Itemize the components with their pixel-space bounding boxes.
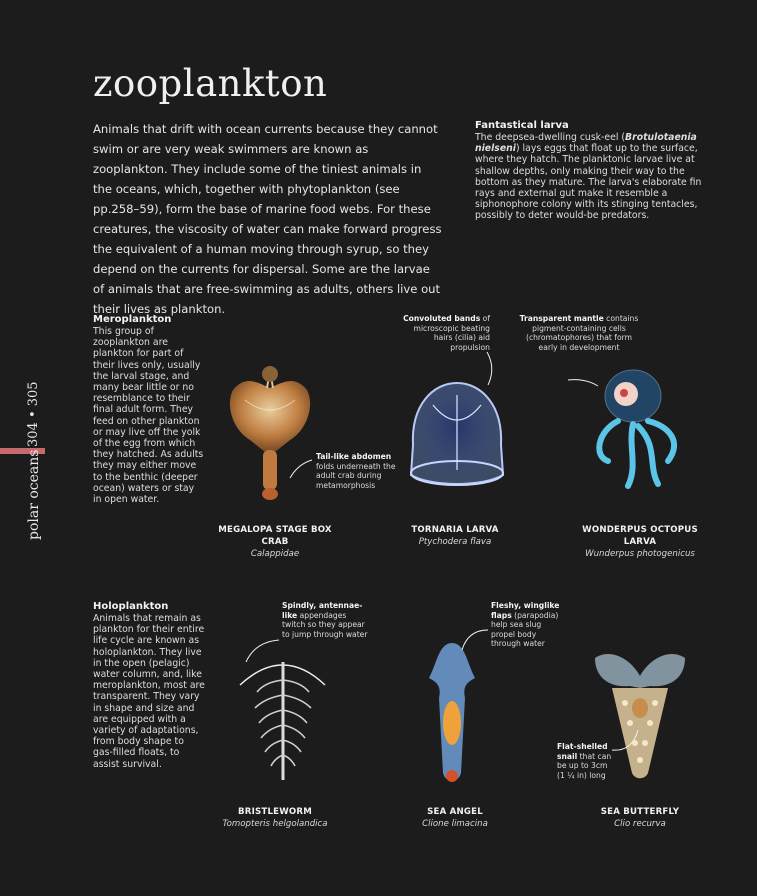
- specimen-species: Calappidae: [250, 549, 300, 559]
- tornaria-annotation-bold: Convoluted bands: [403, 314, 481, 323]
- wonderpus-callout-line: [568, 380, 598, 386]
- wonderpus-annotation-text: contains pigment-containing cells (chromatophores) that form early in development: [525, 314, 639, 352]
- tornaria-annotation: [398, 314, 490, 352]
- specimen-name: SEA ANGEL: [427, 807, 483, 817]
- tornaria-callout-line: [487, 352, 492, 385]
- crab-annotation: [316, 452, 401, 490]
- sea-angel-annotation: [491, 601, 567, 649]
- specimen-species: Tomopteris helgolandica: [222, 819, 328, 829]
- specimen-name: WONDERPUS OCTOPUS LARVA: [582, 525, 698, 547]
- page-title: zooplankton: [93, 62, 328, 105]
- sea-angel-annotation-text: (parapodia) help sea slug propel body through water: [491, 610, 559, 649]
- specimen-species: Clio recurva: [614, 819, 666, 829]
- bristleworm-callout-line: [246, 640, 279, 662]
- intro-paragraph: Animals that drift with ocean currents because they cannot swim or are very weak swimmers are known as zooplankton. They include some of the tiniest animals in the oceans, which, together with phytoplankton (see pp.258–59), form the base of marine food webs. For these creatures, the viscosity of water can make forward progress the equivalent of a human moving through syrup, so they depend on the currents for dispersal. Some are the larvae of animals that are free-swimming as adults, others live out their lives as plankton.: [93, 122, 442, 316]
- fantastical-text-part: ) lays eggs that float up to the surface, where they hatch. The planktonic larvae live at shallow depths, only making their way to the bottom as they mature. The larva's elaborate fin rays and external gut make it resemble a siphonophore colony with its stinging tentacles, possibly to deter would-be predators.: [475, 143, 702, 222]
- specimen-species: Ptychodera flava: [418, 537, 492, 547]
- specimen-name: TORNARIA LARVA: [411, 525, 499, 535]
- bristleworm-annotation-bold: Spindly, antennae-like: [282, 601, 363, 620]
- page-numbers: 304 • 305: [26, 381, 41, 447]
- specimen-name: MEGALOPA STAGE BOX CRAB: [218, 525, 332, 547]
- bristleworm-annotation-text: appendages twitch so they appear to jump through water: [282, 610, 368, 639]
- specimen-name: SEA BUTTERFLY: [600, 807, 680, 817]
- wonderpus-annotation-bold: Transparent mantle: [519, 314, 604, 323]
- crab-annotation-text: folds underneath the adult crab during metamorphosis: [316, 461, 396, 490]
- holoplankton-title: Holoplankton: [93, 601, 169, 612]
- tornaria-annotation-text: of microscopic beating hairs (cilia) aid propulsion: [413, 314, 490, 352]
- crab-label: [205, 524, 345, 560]
- meroplankton-text: This group of zooplankton are plankton for part of their lives only, usually the larval stage, and many bear little or no resemblance to their final adult form. They feed on other plankton or may live off the yolk of the egg from which they hatched. As adults they may either move to the benthic (deeper ocean) waters or stay in open water.: [93, 326, 204, 506]
- tornaria-label: [385, 524, 525, 548]
- sea-butterfly-label: [570, 806, 710, 830]
- fantastical-larva-title: Fantastical larva: [475, 120, 569, 131]
- specimen-species: Wunderpus photogenicus: [585, 549, 695, 559]
- wonderpus-annotation: [518, 314, 640, 352]
- sea-angel-callout-line: [462, 630, 488, 650]
- sea-butterfly-annotation: [557, 742, 615, 780]
- sea-butterfly-annotation-bold: Flat-shelled snail: [557, 742, 608, 761]
- fantastical-text-part: The deepsea-dwelling cusk-eel (: [475, 132, 626, 143]
- crab-callout-line: [290, 460, 312, 478]
- specimen-species: Clione limacina: [422, 819, 488, 829]
- sea-butterfly-callout-line: [612, 730, 638, 750]
- specimen-name: BRISTLEWORM: [238, 807, 312, 817]
- bristleworm-annotation: [282, 601, 368, 639]
- section-name: polar oceans: [26, 449, 42, 540]
- meroplankton-title: Meroplankton: [93, 314, 172, 325]
- sea-butterfly-annotation-text: that can be up to 3cm (1 ¼ in) long: [557, 751, 612, 780]
- fantastical-species: Brotulotaenia nielseni: [475, 132, 697, 155]
- bristleworm-label: [205, 806, 345, 830]
- holoplankton-text: Animals that remain as plankton for their entire life cycle are known as holoplankton. They live in the open (pelagic) water column, and, like meroplankton, most are transparent. They vary in shape and size and are equipped with a variety of adaptations, from body shape to gas-filled floats, to assist survival.: [93, 613, 205, 770]
- wonderpus-label: [570, 524, 710, 560]
- crab-annotation-bold: Tail-like abdomen: [316, 452, 392, 461]
- sea-angel-label: [385, 806, 525, 830]
- sea-angel-annotation-bold: Fleshy, winglike flaps: [491, 601, 560, 620]
